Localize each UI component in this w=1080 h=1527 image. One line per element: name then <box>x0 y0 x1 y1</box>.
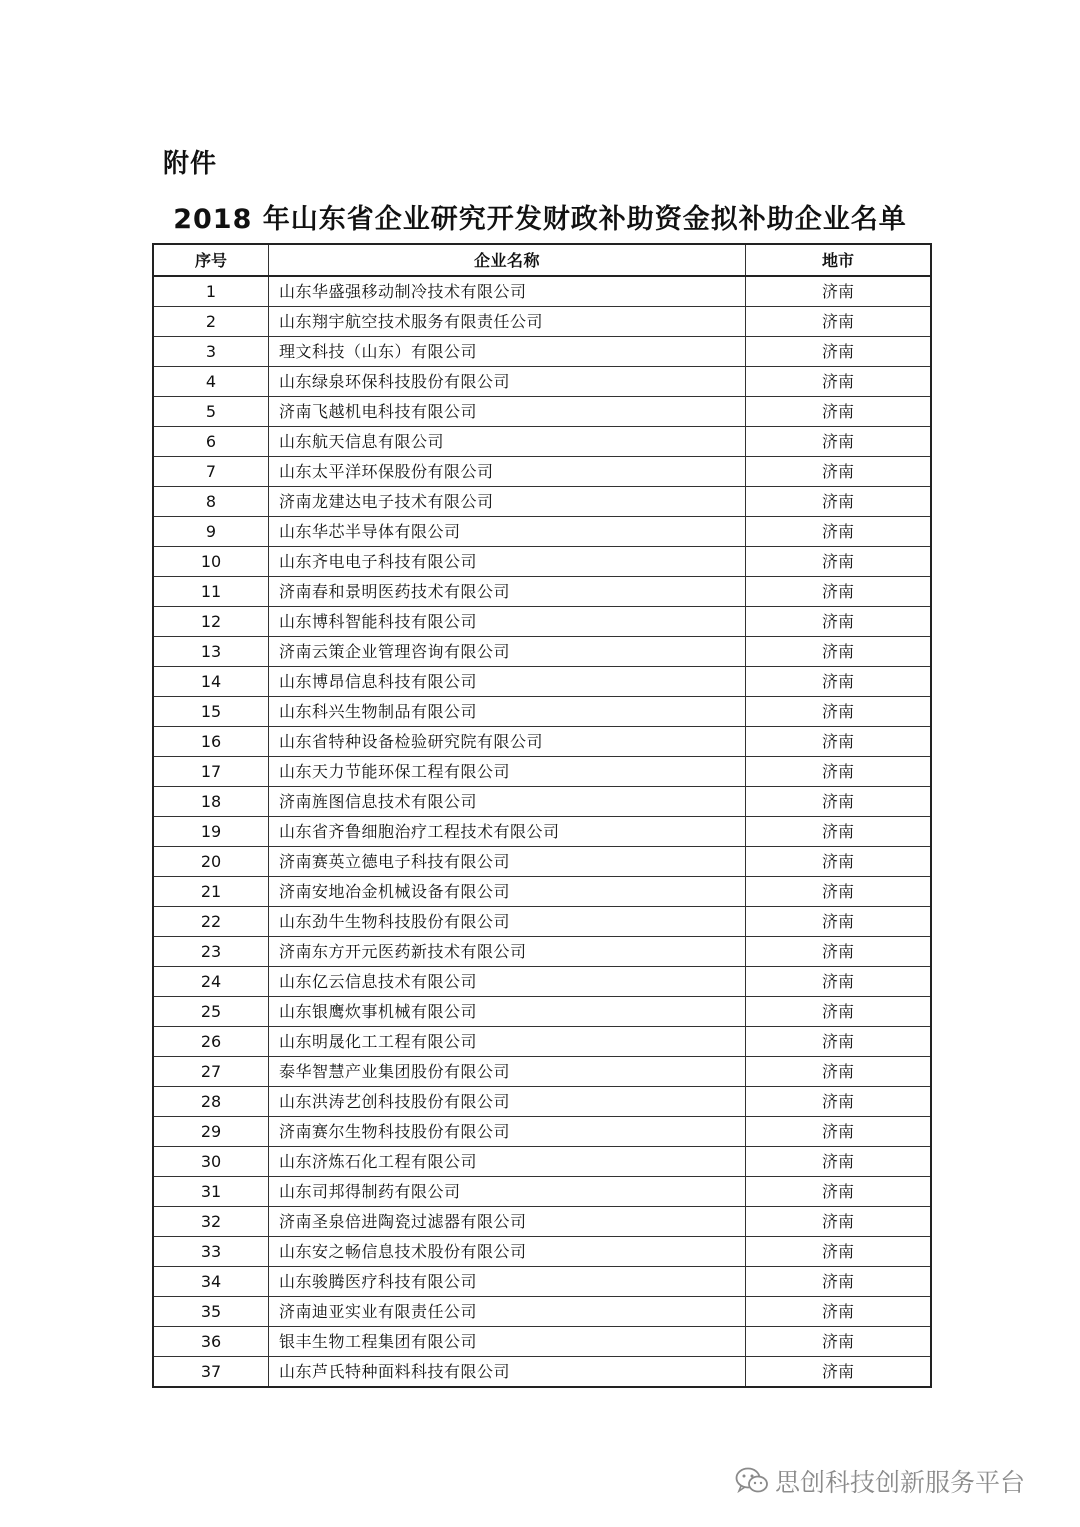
table-row <box>153 307 931 337</box>
table-row <box>153 547 931 577</box>
row-number: 1 <box>153 276 269 307</box>
row-city: 济南 <box>746 847 932 877</box>
row-company-name: 济南迪亚实业有限责任公司 <box>269 1297 746 1327</box>
row-city: 济南 <box>746 877 932 907</box>
table-row <box>153 1267 931 1297</box>
row-company-name: 济南旌图信息技术有限公司 <box>269 787 746 817</box>
row-number: 30 <box>153 1147 269 1177</box>
row-company-name: 山东齐电电子科技有限公司 <box>269 547 746 577</box>
row-number: 27 <box>153 1057 269 1087</box>
table-row <box>153 1027 931 1057</box>
row-number: 32 <box>153 1207 269 1237</box>
row-number: 34 <box>153 1267 269 1297</box>
row-number: 15 <box>153 697 269 727</box>
header-no: 序号 <box>153 244 269 276</box>
table-row <box>153 667 931 697</box>
table-row <box>153 1237 931 1267</box>
table-row <box>153 967 931 997</box>
table-row <box>153 937 931 967</box>
row-city: 济南 <box>746 757 932 787</box>
table-row <box>153 577 931 607</box>
row-number: 11 <box>153 577 269 607</box>
table-row <box>153 457 931 487</box>
row-number: 25 <box>153 997 269 1027</box>
row-city: 济南 <box>746 1207 932 1237</box>
table-row <box>153 1177 931 1207</box>
row-company-name: 山东银鹰炊事机械有限公司 <box>269 997 746 1027</box>
row-number: 10 <box>153 547 269 577</box>
table-row <box>153 727 931 757</box>
row-company-name: 山东绿泉环保科技股份有限公司 <box>269 367 746 397</box>
row-company-name: 银丰生物工程集团有限公司 <box>269 1327 746 1357</box>
row-city: 济南 <box>746 1267 932 1297</box>
row-city: 济南 <box>746 547 932 577</box>
row-company-name: 山东亿云信息技术有限公司 <box>269 967 746 997</box>
row-number: 35 <box>153 1297 269 1327</box>
row-city: 济南 <box>746 817 932 847</box>
table-row <box>153 697 931 727</box>
row-city: 济南 <box>746 427 932 457</box>
row-number: 9 <box>153 517 269 547</box>
row-number: 33 <box>153 1237 269 1267</box>
table-row <box>153 877 931 907</box>
table-row <box>153 1357 931 1388</box>
row-number: 29 <box>153 1117 269 1147</box>
table-row <box>153 637 931 667</box>
attachment-label: 附件 <box>163 149 218 179</box>
row-company-name: 山东劲牛生物科技股份有限公司 <box>269 907 746 937</box>
row-city: 济南 <box>746 1237 932 1267</box>
row-number: 22 <box>153 907 269 937</box>
table-row <box>153 787 931 817</box>
row-number: 6 <box>153 427 269 457</box>
row-city: 济南 <box>746 967 932 997</box>
table-row <box>153 757 931 787</box>
row-city: 济南 <box>746 1027 932 1057</box>
row-company-name: 济南春和景明医药技术有限公司 <box>269 577 746 607</box>
row-company-name: 山东省齐鲁细胞治疗工程技术有限公司 <box>269 817 746 847</box>
table-row <box>153 997 931 1027</box>
row-company-name: 济南飞越机电科技有限公司 <box>269 397 746 427</box>
row-company-name: 山东航天信息有限公司 <box>269 427 746 457</box>
table-row <box>153 517 931 547</box>
row-city: 济南 <box>746 276 932 307</box>
row-number: 14 <box>153 667 269 697</box>
row-company-name: 山东华盛强移动制冷技术有限公司 <box>269 276 746 307</box>
table-row <box>153 367 931 397</box>
row-company-name: 山东博昂信息科技有限公司 <box>269 667 746 697</box>
row-company-name: 济南赛尔生物科技股份有限公司 <box>269 1117 746 1147</box>
row-city: 济南 <box>746 1327 932 1357</box>
row-city: 济南 <box>746 397 932 427</box>
table-row <box>153 817 931 847</box>
watermark-text: 思创科技创新服务平台 <box>775 1468 1026 1497</box>
row-city: 济南 <box>746 787 932 817</box>
row-company-name: 山东芦氏特种面料科技有限公司 <box>269 1357 746 1388</box>
row-company-name: 山东明晟化工工程有限公司 <box>269 1027 746 1057</box>
row-number: 24 <box>153 967 269 997</box>
header-city: 地市 <box>746 244 932 276</box>
row-city: 济南 <box>746 1147 932 1177</box>
row-number: 28 <box>153 1087 269 1117</box>
row-company-name: 山东博科智能科技有限公司 <box>269 607 746 637</box>
row-city: 济南 <box>746 517 932 547</box>
row-city: 济南 <box>746 1297 932 1327</box>
row-company-name: 泰华智慧产业集团股份有限公司 <box>269 1057 746 1087</box>
table-row <box>153 397 931 427</box>
row-city: 济南 <box>746 1087 932 1117</box>
row-company-name: 济南东方开元医药新技术有限公司 <box>269 937 746 967</box>
row-number: 36 <box>153 1327 269 1357</box>
row-company-name: 山东省特种设备检验研究院有限公司 <box>269 727 746 757</box>
row-city: 济南 <box>746 1357 932 1388</box>
row-city: 济南 <box>746 727 932 757</box>
row-number: 23 <box>153 937 269 967</box>
wechat-icon <box>735 1467 769 1495</box>
row-number: 20 <box>153 847 269 877</box>
row-number: 13 <box>153 637 269 667</box>
row-company-name: 山东科兴生物制品有限公司 <box>269 697 746 727</box>
row-city: 济南 <box>746 487 932 517</box>
row-company-name: 山东安之畅信息技术股份有限公司 <box>269 1237 746 1267</box>
row-number: 19 <box>153 817 269 847</box>
table-header-row <box>153 244 931 276</box>
table-row <box>153 427 931 457</box>
row-number: 26 <box>153 1027 269 1057</box>
row-city: 济南 <box>746 937 932 967</box>
row-city: 济南 <box>746 907 932 937</box>
row-city: 济南 <box>746 577 932 607</box>
table-row <box>153 1207 931 1237</box>
row-city: 济南 <box>746 367 932 397</box>
row-company-name: 山东济炼石化工程有限公司 <box>269 1147 746 1177</box>
table-row <box>153 276 931 307</box>
row-number: 31 <box>153 1177 269 1207</box>
row-company-name: 山东翔宇航空技术服务有限责任公司 <box>269 307 746 337</box>
table-row <box>153 607 931 637</box>
company-list-table <box>152 243 932 1388</box>
row-city: 济南 <box>746 307 932 337</box>
row-company-name: 山东洪涛艺创科技股份有限公司 <box>269 1087 746 1117</box>
row-company-name: 济南龙建达电子技术有限公司 <box>269 487 746 517</box>
row-number: 21 <box>153 877 269 907</box>
row-company-name: 山东太平洋环保股份有限公司 <box>269 457 746 487</box>
row-number: 2 <box>153 307 269 337</box>
row-company-name: 山东骏腾医疗科技有限公司 <box>269 1267 746 1297</box>
row-company-name: 济南圣泉倍进陶瓷过滤器有限公司 <box>269 1207 746 1237</box>
row-number: 4 <box>153 367 269 397</box>
row-number: 3 <box>153 337 269 367</box>
watermark <box>735 1463 1025 1499</box>
row-city: 济南 <box>746 997 932 1027</box>
table-row <box>153 487 931 517</box>
row-number: 16 <box>153 727 269 757</box>
table-body <box>153 276 931 1387</box>
table-row <box>153 1297 931 1327</box>
document-title: 2018 年山东省企业研究开发财政补助资金拟补助企业名单 <box>173 204 907 235</box>
row-company-name: 山东天力节能环保工程有限公司 <box>269 757 746 787</box>
row-company-name: 济南赛英立德电子科技有限公司 <box>269 847 746 877</box>
row-number: 7 <box>153 457 269 487</box>
row-number: 18 <box>153 787 269 817</box>
table-row <box>153 1117 931 1147</box>
row-city: 济南 <box>746 607 932 637</box>
row-city: 济南 <box>746 697 932 727</box>
row-company-name: 济南云策企业管理咨询有限公司 <box>269 637 746 667</box>
row-number: 8 <box>153 487 269 517</box>
row-number: 12 <box>153 607 269 637</box>
table-row <box>153 847 931 877</box>
row-city: 济南 <box>746 457 932 487</box>
row-city: 济南 <box>746 667 932 697</box>
table-row <box>153 1147 931 1177</box>
row-city: 济南 <box>746 1057 932 1087</box>
row-city: 济南 <box>746 1117 932 1147</box>
table-row <box>153 907 931 937</box>
table-row <box>153 1057 931 1087</box>
table-row <box>153 337 931 367</box>
row-city: 济南 <box>746 337 932 367</box>
row-company-name: 山东司邦得制药有限公司 <box>269 1177 746 1207</box>
header-company-name: 企业名称 <box>269 244 746 276</box>
row-city: 济南 <box>746 637 932 667</box>
row-number: 5 <box>153 397 269 427</box>
row-city: 济南 <box>746 1177 932 1207</box>
table-row <box>153 1327 931 1357</box>
row-company-name: 济南安地冶金机械设备有限公司 <box>269 877 746 907</box>
row-company-name: 山东华芯半导体有限公司 <box>269 517 746 547</box>
row-number: 17 <box>153 757 269 787</box>
row-company-name: 理文科技（山东）有限公司 <box>269 337 746 367</box>
table-row <box>153 1087 931 1117</box>
row-number: 37 <box>153 1357 269 1388</box>
